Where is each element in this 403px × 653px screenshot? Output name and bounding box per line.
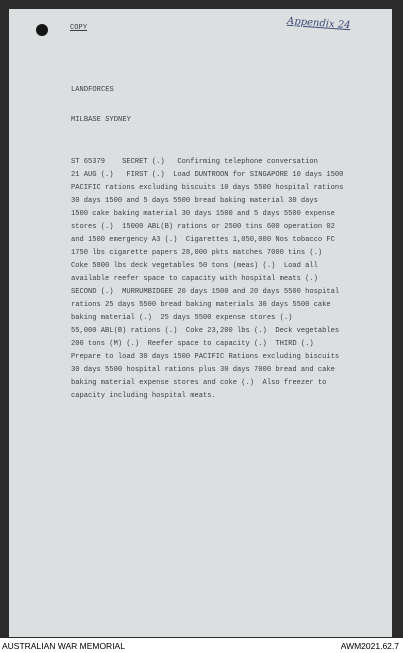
message-line: PACIFIC rations excluding biscuits 10 days 5500 hospital rations	[71, 184, 344, 192]
accession-number: AWM2021.62.7	[340, 641, 399, 651]
message-line: 30 days 5500 hospital rations plus 30 days 7000 bread and cake	[71, 366, 335, 374]
message-line: baking material expense stores and coke (.) Also freezer to	[71, 379, 327, 387]
addressee-line: LANDFORCES	[71, 86, 114, 94]
message-line: stores (.) 15000 ABL(B) rations or 2500 tins 600 operation 02	[71, 223, 335, 231]
message-line: SECOND (.) MURRUMBIDGEE 20 days 1500 and 20 days 5500 hospital	[71, 288, 340, 296]
message-line: 21 AUG (.) FIRST (.) Load DUNTROON for SINGAPORE 10 days 1500	[71, 171, 344, 179]
message-line: baking material (.) 25 days 5500 expense stores (.)	[71, 314, 293, 322]
message-line: 1500 cake baking material 30 days 1500 and 5 days 5500 expense	[71, 210, 335, 218]
message-line: Coke 5800 lbs deck vegetables 50 tons (meas) (.) Load all	[71, 262, 318, 270]
message-line: capacity including hospital meats.	[71, 392, 216, 400]
message-line: ST 65379 SECRET (.) Confirming telephone conversation	[71, 158, 318, 166]
punch-hole	[36, 24, 48, 36]
message-line: 55,000 ABL(B) rations (.) Coke 23,200 lbs (.) Deck vegetables	[71, 327, 340, 335]
message-body	[71, 156, 381, 403]
institution-credit: AUSTRALIAN WAR MEMORIAL	[2, 641, 125, 651]
copy-stamp: COPY	[70, 24, 88, 32]
message-line: rations 25 days 5500 bread baking materials 30 days 5500 cake	[71, 301, 331, 309]
message-line: 1750 lbs cigarette papers 28,000 pkts matches 7000 tins (.)	[71, 249, 323, 257]
message-line: 200 tons (M) (.) Reefer space to capacity (.) THIRD (.)	[71, 340, 314, 348]
handwritten-annotation: Appendix 24	[286, 15, 351, 32]
addressee-location-line: MILBASE SYDNEY	[71, 116, 131, 124]
message-line: available reefer space to capacity with hospital meats (.)	[71, 275, 318, 283]
message-line: 30 days 1500 and 5 days 5500 bread baking material 30 days	[71, 197, 318, 205]
message-line: and 1500 emergency A3 (.) Cigarettes 1,050,000 Nos tobacco FC	[71, 236, 335, 244]
caption-bar	[0, 638, 403, 653]
message-line: Prepare to load 30 days 1500 PACIFIC Rations excluding biscuits	[71, 353, 340, 361]
